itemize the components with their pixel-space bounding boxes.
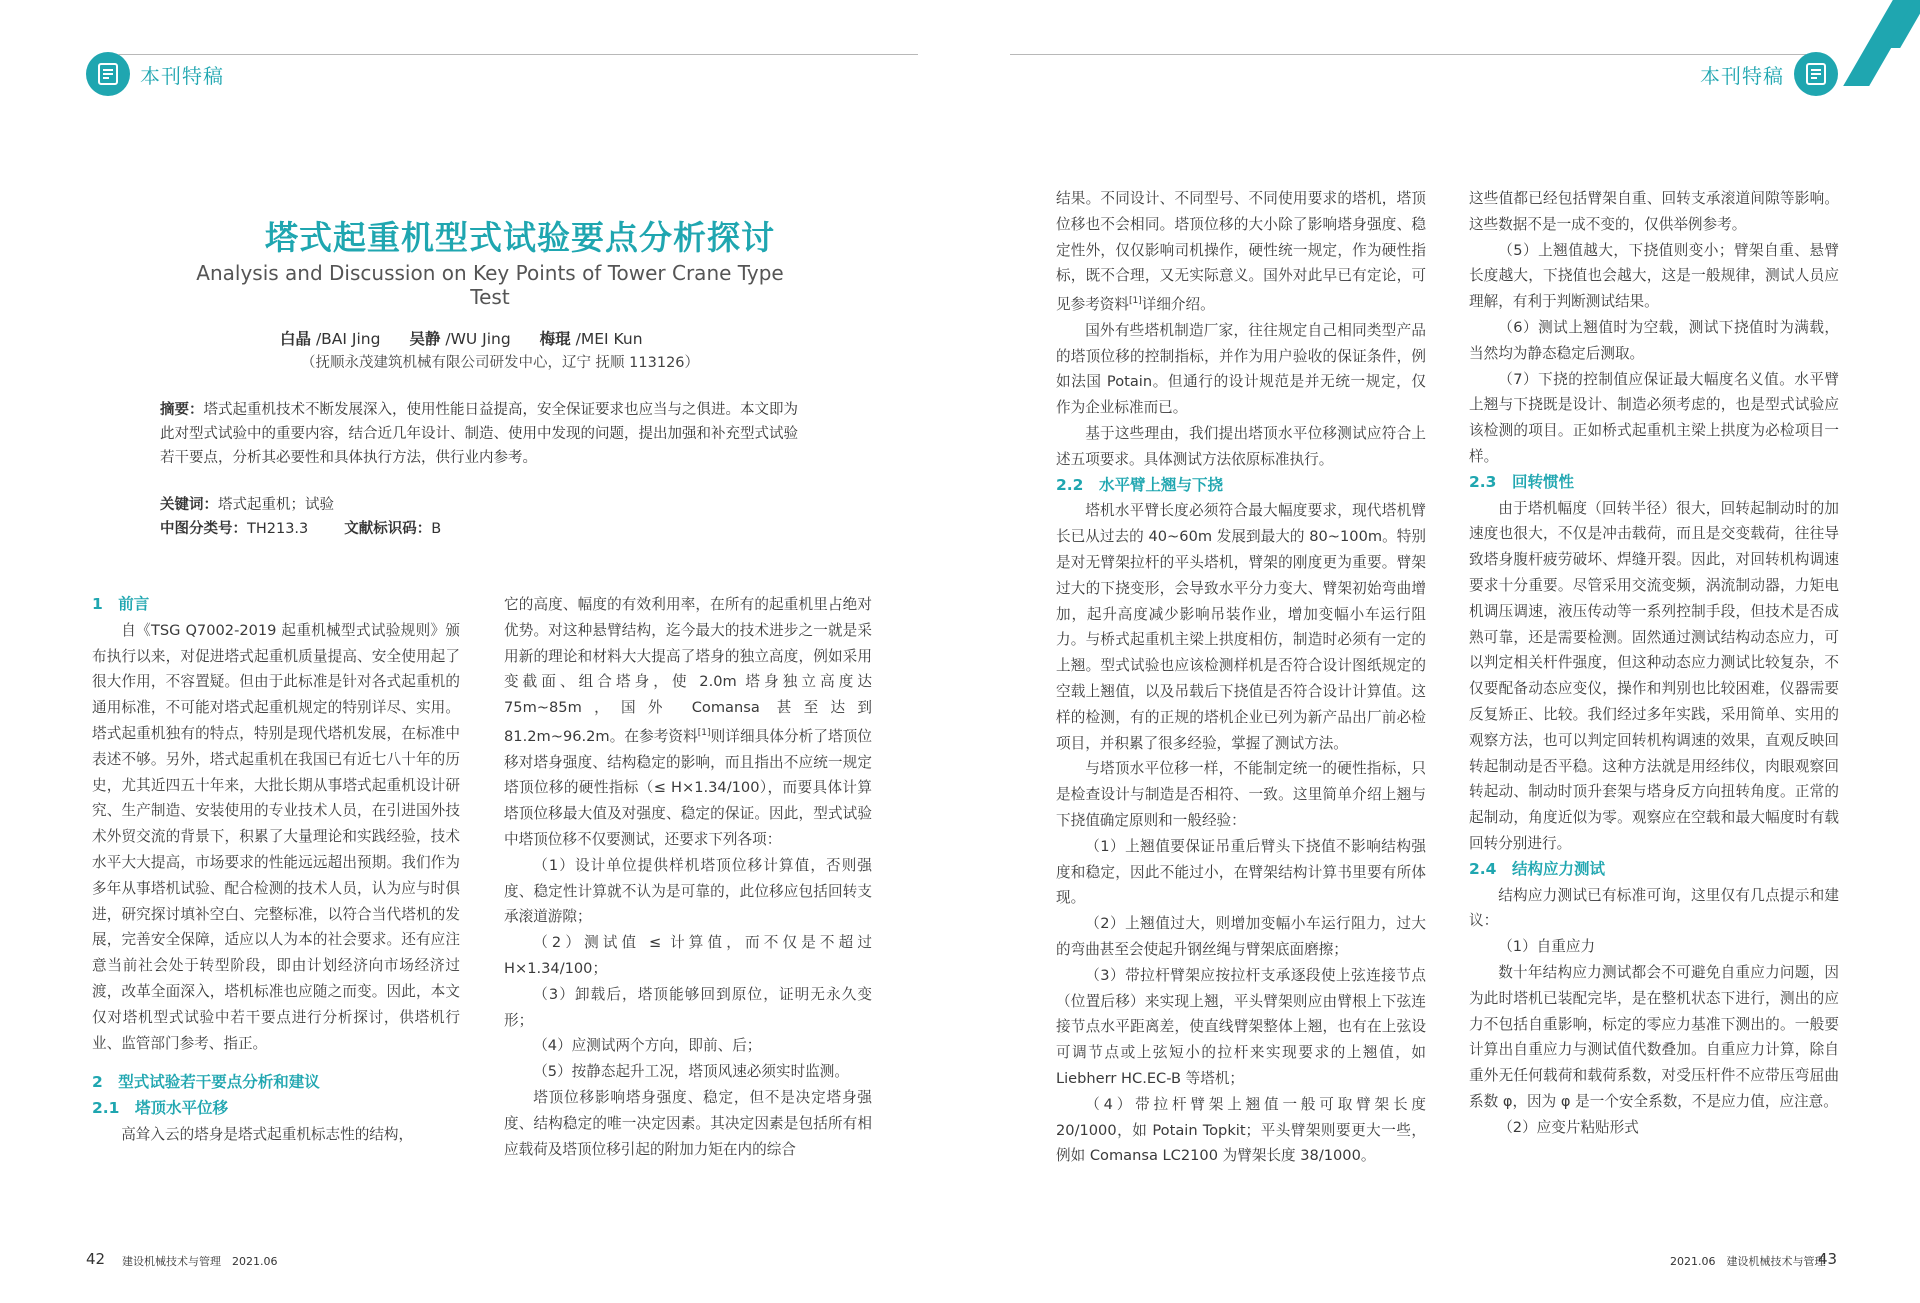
list-item: （4）应测试两个方向，即前、后；	[533, 1037, 762, 1055]
list-item: （4）带拉杆臂架上翘值一般可取臂架长度 20/1000，如 Potain Topkit；平头臂架则要更大一些，例如 Comansa LC2100 为臂架长度 38/1000。	[1056, 1095, 1426, 1165]
paragraph: 数十年结构应力测试都会不可避免自重应力问题，因为此时塔机已装配完毕，是在整机状态下进行，测出的应力不包括自重影响，标定的零应力基准下测出的。一般要计算出自重应力与测试值代数叠加。自重应力计算，除自重外无任何载荷和载荷系数，对受压杆件不应带压弯屈曲系数 φ，因为 φ 是一个安全系数，不是应力值，应注意。	[1469, 963, 1839, 1110]
list-item: （1）自重应力	[1498, 938, 1596, 956]
list-item: （5）上翘值越大，下挠值则变小；臂架自重、悬臂长度越大，下挠值也会越大，这是一般规律，测试人员应理解，有利于判断测试结果。	[1469, 241, 1839, 311]
body-column-3	[1056, 186, 1426, 1169]
paragraph	[1056, 186, 1426, 318]
doc-code-label: 文献标识码：	[344, 521, 432, 537]
paragraph: 高耸入云的塔身是塔式起重机标志性的结构，	[121, 1125, 414, 1143]
author-name: 梅琨	[539, 330, 571, 348]
reference-mark: [1]	[697, 727, 711, 738]
list-item: （2）上翘值过大，则增加变幅小车运行阻力，过大的弯曲甚至会使起升钢丝绳与臂架底面磨擦；	[1056, 915, 1426, 958]
author-name: 吴静	[409, 330, 441, 348]
paragraph-text: 结果。不同设计、不同型号、不同使用要求的塔机，塔顶位移也不会相同。塔顶位移的大小除了影响塔身强度、稳定性外，仅仅影响司机操作，硬性统一规定，作为硬性指标，既不合理，又无实际意义。国外对此早已有定论，可见参考资料	[1056, 190, 1426, 314]
page-number-right: 43	[1818, 1250, 1838, 1268]
author-name-en: /WU Jing	[445, 330, 511, 348]
paragraph	[504, 592, 872, 853]
keywords-label: 关键词：	[160, 497, 218, 513]
magazine-icon	[1794, 52, 1838, 96]
list-item: （3）带拉杆臂架应按拉杆支承逐段使上弦连接节点（位置后移）来实现上翘，平头臂架则应由臂根上下弦连接节点水平距离差，使直线臂架整体上翘，也有在上弦设可调节点或上弦短小的拉杆来实现要求的上翘值，如 Liebherr HC.EC-B 等塔机；	[1056, 966, 1426, 1087]
article-title-en: Analysis and Discussion on Key Points of Tower Crane Type Test	[196, 261, 784, 309]
paragraph-text: 则详细具体分析了塔顶位移对塔身强度、结构稳定的影响，而且指出不应统一规定塔顶位移的硬性指标（≤ H×1.34/100），而要具体计算塔顶位移最大值及对强度、稳定的保证。因此，型式试验中塔顶位移不仅要测试，还要求下列各项：	[504, 727, 872, 849]
section-heading: 2 型式试验若干要点分析和建议	[92, 1073, 320, 1092]
keywords	[160, 493, 334, 517]
paragraph: 塔机水平臂长度必须符合最大幅度要求，现代塔机臂长已从过去的 40~60m 发展到最大的 80~100m。特别是对无臂架拉杆的平头塔机，臂架的刚度更为重要。臂架过大的下挠变形，会导致水平分力变大、臂架初始弯曲增加，起升高度减少影响吊装作业，增加变幅小车运行阻力。与桥式起重机主梁上拱度相仿，制造时必须有一定的上翘。型式试验也应该检测样机是否符合设计图纸规定的空载上翘值，以及吊载后下挠值是否符合设计计算值。这样的检测，有的正规的塔机企业已列为新产品出厂前必检项目，并积累了很多经验，掌握了测试方法。	[1056, 502, 1426, 752]
magazine-icon	[86, 52, 130, 96]
header-rule-left	[118, 54, 918, 55]
subsection-heading: 2.2 水平臂上翘与下挠	[1056, 475, 1223, 494]
paragraph-text: 它的高度、幅度的有效利用率，在所有的起重机里占绝对优势。对这种悬臂结构，迄今最大的技术进步之一就是采用新的理论和材料大大提高了塔身的独立高度，例如采用变截面、组合塔身，使 2.0m 塔身独立高度达 75m~85m，国外 Comansa 甚至达到 81.2m~96.2m。在参考资料	[504, 596, 872, 745]
header-rule-right	[1010, 54, 1806, 55]
paragraph: 国外有些塔机制造厂家，往往规定自己相同类型产品的塔顶位移的控制指标，并作为用户验收的保证条件，例如法国 Potain。但通行的设计规范是并无统一规定，仅作为企业标准而已。	[1056, 321, 1426, 417]
list-item: （3）卸载后，塔顶能够回到原位，证明无永久变形；	[504, 985, 872, 1029]
paragraph-text: 详细介绍。	[1141, 296, 1215, 314]
abstract-text: 塔式起重机技术不断发展深入，使用性能日益提高，安全保证要求也应当与之俱进。本文即为此对型式试验中的重要内容，结合近几年设计、制造、使用中发现的问题，提出加强和补充型式试验若干要点，分析其必要性和具体执行方法，供行业内参考。	[160, 402, 798, 466]
section-label-right: 本刊特稿	[1700, 64, 1784, 88]
list-item: （7）下挠的控制值应保证最大幅度名义值。水平臂上翘与下挠既是设计、制造必须考虑的，也是型式试验应该检测的项目。正如桥式起重机主梁上拱度为必检项目一样。	[1469, 370, 1839, 465]
author-name-en: /MEI Kun	[575, 330, 643, 348]
body-column-1	[92, 592, 460, 1148]
abstract	[160, 398, 810, 470]
list-item: （1）上翘值要保证吊重后臂头下挠值不影响结构强度和稳定，因此不能过小，在臂架结构计算书里要有所体现。	[1056, 837, 1426, 907]
list-item: （1）设计单位提供样机塔顶位移计算值，否则强度、稳定性计算就不认为是可靠的，此位移应包括回转支承滚道游隙；	[504, 856, 872, 926]
clc-label: 中图分类号：	[160, 521, 247, 537]
paragraph: 结构应力测试已有标准可询，这里仅有几点提示和建议：	[1469, 886, 1839, 930]
clc-value: TH213.3	[247, 521, 309, 537]
paragraph: 自《TSG Q7002-2019 起重机械型式试验规则》颁布执行以来，对促进塔式起重机质量提高、安全使用起了很大作用，不容置疑。但由于此标准是针对各式起重机的通用标准，不可能对塔式起重机规定的特别详尽、实用。塔式起重机独有的特点，特别是现代塔机发展，在标准中表述不够。另外，塔式起重机在我国已有近七八十年的历史，尤其近四五十年来，大批长期从事塔式起重机设计研究、生产制造、安装使用的专业技术人员，在引进国外技术外贸交流的背景下，积累了大量理论和实践经验，技术水平大大提高，市场要求的性能远远超出预期。我们作为多年从事塔机试验、配合检测的技术人员，认为应与时俱进，研究探讨填补空白、完整标准，以符合当代塔机的发展，完善安全保障，适应以人为本的社会要求。还有应注意当前社会处于转型阶段，即由计划经济向市场经济过渡，改革全面深入，塔机标准也应随之而变。因此，本文仅对塔机型式试验中若干要点进行分析探讨，供塔机行业、监管部门参考、指正。	[92, 621, 460, 1052]
section-heading: 1 前言	[92, 595, 150, 613]
author-line	[280, 327, 760, 349]
subsection-heading: 2.1 塔顶水平位移	[92, 1099, 228, 1118]
paragraph: 这些值都已经包括臂架自重、回转支承滚道间隙等影响。这些数据不是一成不变的，仅供举例参考。	[1469, 190, 1839, 233]
doc-code-value: B	[431, 521, 442, 537]
list-item: （6）测试上翘值时为空载，测试下挠值时为满载，当然均为静态稳定后测取。	[1469, 318, 1839, 362]
body-column-2	[504, 592, 872, 1162]
paragraph: 基于这些理由，我们提出塔顶水平位移测试应符合上述五项要求。具体测试方法依原标准执行。	[1056, 425, 1426, 468]
paragraph: 塔顶位移影响塔身强度、稳定，但不是决定塔身强度、结构稳定的唯一决定因素。其决定因素是包括所有相应载荷及塔顶位移引起的附加力矩在内的综合	[504, 1089, 872, 1158]
section-label-left: 本刊特稿	[140, 64, 224, 88]
classification	[160, 517, 441, 541]
paragraph: 与塔顶水平位移一样，不能制定统一的硬性指标，只是检查设计与制造是否相符、一致。这里简单介绍上翘与下挠值确定原则和一般经验：	[1056, 760, 1426, 829]
author-name: 白晶	[280, 330, 312, 348]
keywords-text: 塔式起重机；试验	[218, 497, 334, 513]
affiliation: （抚顺永茂建筑机械有限公司研发中心，辽宁 抚顺 113126）	[300, 355, 700, 371]
reference-mark: [1]	[1128, 296, 1142, 307]
subsection-heading: 2.4 结构应力测试	[1469, 859, 1605, 878]
author-name-en: /BAI Jing	[315, 330, 381, 348]
article-title: 塔式起重机型式试验要点分析探讨	[265, 218, 775, 257]
abstract-label: 摘要：	[160, 402, 204, 418]
paragraph: 由于塔机幅度（回转半径）很大，回转起制动时的加速度也很大，不仅是冲击载荷，而且是交变载荷，往往导致塔身腹杆疲劳破坏、焊缝开裂。因此，对回转机构调速要求十分重要。尽管采用交流变频，涡流制动器，力矩电机调压调速，液压传动等一系列控制手段，但技术是否成熟可靠，还是需要检测。固然通过测试结构动态应力，可以判定相关杆件强度，但这种动态应力测试比较复杂，不仅要配备动态应变仪，操作和判别也比较困难，仪器需要反复矫正、比较。我们经过多年实践，采用简单、实用的观察方法，也可以判定回转机构调速的效果，直观反映回转起制动是否平稳。这种方法就是用经纬仪，肉眼观察回转起动、制动时顶升套架与塔身反方向扭转角度。正常的起制动，角度近似为零。观察应在空载和最大幅度时有载回转分别进行。	[1469, 499, 1839, 852]
footer-journal-right: 2021.06 建设机械技术与管理	[1670, 1255, 1826, 1268]
list-item: （2）测试值 ≤ 计算值，而不仅是不超过 H×1.34/100；	[504, 934, 872, 978]
page-number-left: 42	[86, 1250, 106, 1268]
list-item: （2）应变片粘贴形式	[1498, 1118, 1639, 1136]
body-column-4	[1469, 186, 1839, 1140]
subsection-heading: 2.3 回转惯性	[1469, 472, 1574, 491]
footer-journal-left: 建设机械技术与管理 2021.06	[122, 1255, 278, 1268]
list-item: （5）按静态起升工况，塔顶风速必须实时监测。	[533, 1063, 849, 1081]
